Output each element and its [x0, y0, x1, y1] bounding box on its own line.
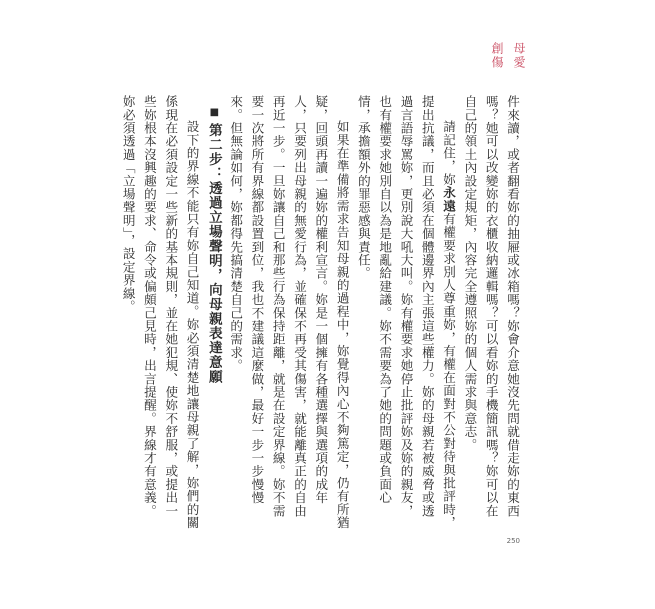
paragraph-3: 如果在準備將需求告知母親的過程中，妳覺得內心不夠篤定，仍有所猶疑，回頭再讀一遍妳的權利宣言。妳是一個擁有各種選擇與選項的成年人，只要列出母親的無愛行為，並確保不再受其傷害，就能離真正的自由再近一步。一旦妳讓自己和那些行為保持距離，就是在設定界線。妳不需要一次將所有界線都設置到位，我也不建議這麼做，最好一步一步慢慢來。但無論如何，妳都得先搞清楚自己的需求。 [228, 95, 350, 530]
step-heading-label: 第二步：透過立場聲明，向母親表達意願 [205, 123, 222, 384]
body-text [117, 95, 523, 530]
step-heading [203, 101, 225, 524]
square-bullet-icon: ■ [208, 107, 220, 119]
running-title-book: 母愛 [512, 42, 526, 70]
paragraph-2-rest: 有權要求別人尊重妳，有權在面對不公對待與批評時，提出抗議，而且必須在個體邊界內主張這些權力。妳的母親若被威脅或透過言語辱罵妳，更別說大吼大叫。妳有權要求她停止批評妳及妳的親友，也有權要求她別自以為是地亂給建議。妳不需要為了她的問題或負面心情，承擔額外的罪惡感與責任。 [355, 95, 457, 530]
paragraph-4: 設下的界線不能只有妳自己知道。妳必須清楚地讓母親了解，妳們的關係現在必須設定一些新的基本規則，並在她犯規、使妳不舒服，或提出一些妳根本沒興趣的要求、命令或偏頗己見時，出言提醒。界線才有意義。妳必須透過「立場聲明」，設定界線。 [120, 95, 200, 530]
emphasis-forever: 永遠 [441, 186, 457, 213]
running-title-chapter: 創傷 [490, 42, 504, 70]
paragraph-1: 件來讀，或者翻看妳的抽屜或冰箱嗎？妳會介意她沒先問就借走妳的東西嗎？她可以改變妳的衣櫃收納邏輯嗎？可以看妳的手機簡訊嗎？妳可以在自己的領土內設定規矩，內容完全遵照妳的個人需求與意志。 [462, 95, 520, 518]
paragraph-2-start: 請記住，妳 [441, 120, 457, 187]
running-title [491, 42, 525, 70]
page-number: 250 [506, 537, 520, 545]
paragraph-2 [353, 95, 459, 530]
